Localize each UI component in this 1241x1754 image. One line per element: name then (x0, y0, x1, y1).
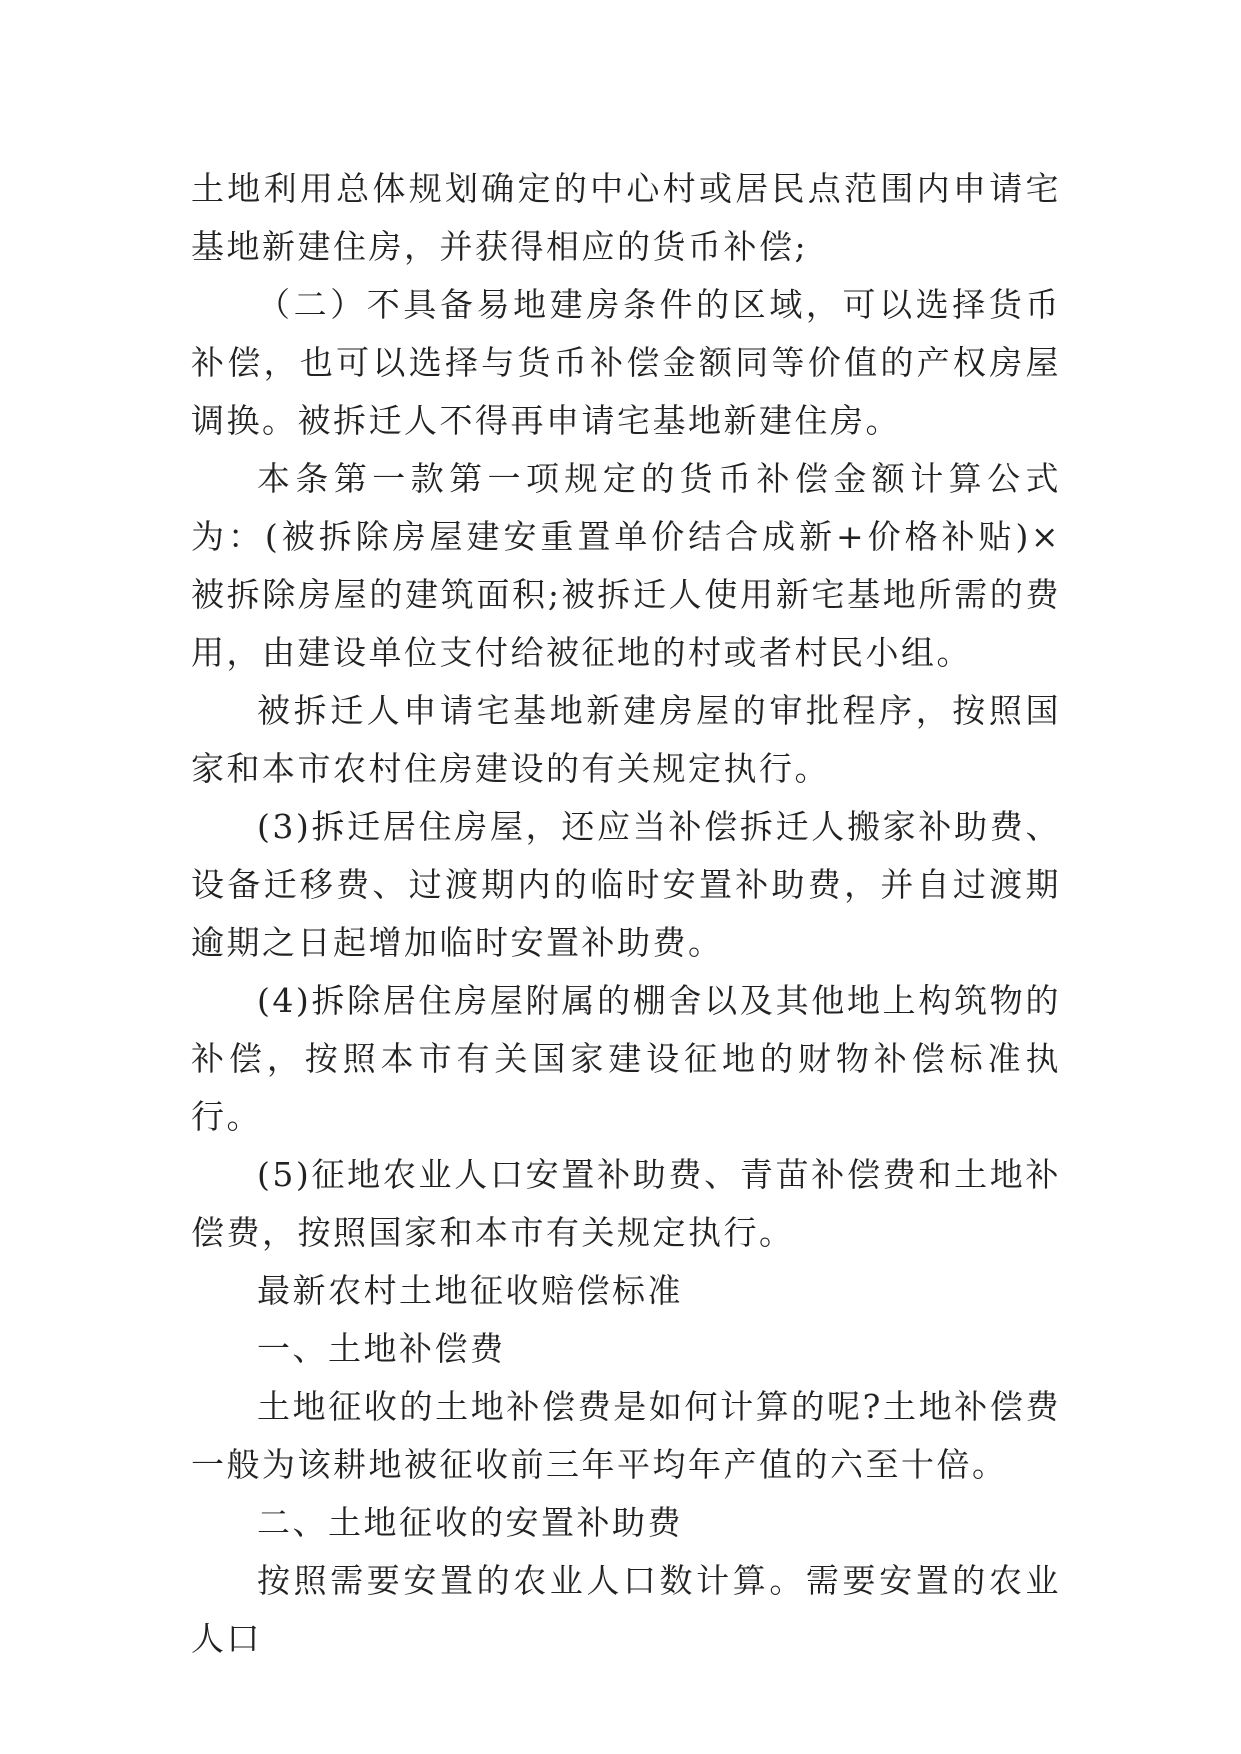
paragraph-approval: 被拆迁人申请宅基地新建房屋的审批程序，按照国家和本市农村住房建设的有关规定执行。 (191, 691, 1061, 788)
paragraph-land-compensation: 土地征收的土地补偿费是如何计算的呢?土地补偿费一般为该耕地被征收前三年平均年产值的六至十倍。 (191, 1387, 1061, 1484)
paragraph-item-two: （二）不具备易地建房条件的区域，可以选择货币补偿，也可以选择与货币补偿金额同等价值的产权房屋调换。被拆迁人不得再申请宅基地新建住房。 (191, 285, 1061, 440)
paragraph-item-4: (4)拆除居住房屋附属的棚舍以及其他地上构筑物的补偿，按照本市有关国家建设征地的财物补偿标准执行。 (191, 981, 1061, 1136)
paragraph-resettlement: 按照需要安置的农业人口数计算。需要安置的农业人口 (191, 1561, 1061, 1658)
paragraph-item-5: (5)征地农业人口安置补助费、青苗补偿费和土地补偿费，按照国家和本市有关规定执行。 (191, 1155, 1061, 1252)
paragraph-formula: 本条第一款第一项规定的货币补偿金额计算公式为：(被拆除房屋建安重置单价结合成新+价格补贴)×被拆除房屋的建筑面积;被拆迁人使用新宅基地所需的费用，由建设单位支付给被征地的村或者村民小组。 (191, 459, 1061, 672)
subheading-land-compensation: 一、土地补偿费 (257, 1329, 506, 1368)
section-heading: 最新农村土地征收赔偿标准 (257, 1271, 683, 1310)
paragraph-continuation: 土地利用总体规划确定的中心村或居民点范围内申请宅基地新建住房，并获得相应的货币补偿; (191, 169, 1061, 266)
document-body (191, 160, 1061, 1668)
paragraph-item-3: (3)拆迁居住房屋，还应当补偿拆迁人搬家补助费、设备迁移费、过渡期内的临时安置补助费，并自过渡期逾期之日起增加临时安置补助费。 (191, 807, 1061, 962)
subheading-resettlement: 二、土地征收的安置补助费 (257, 1503, 683, 1542)
